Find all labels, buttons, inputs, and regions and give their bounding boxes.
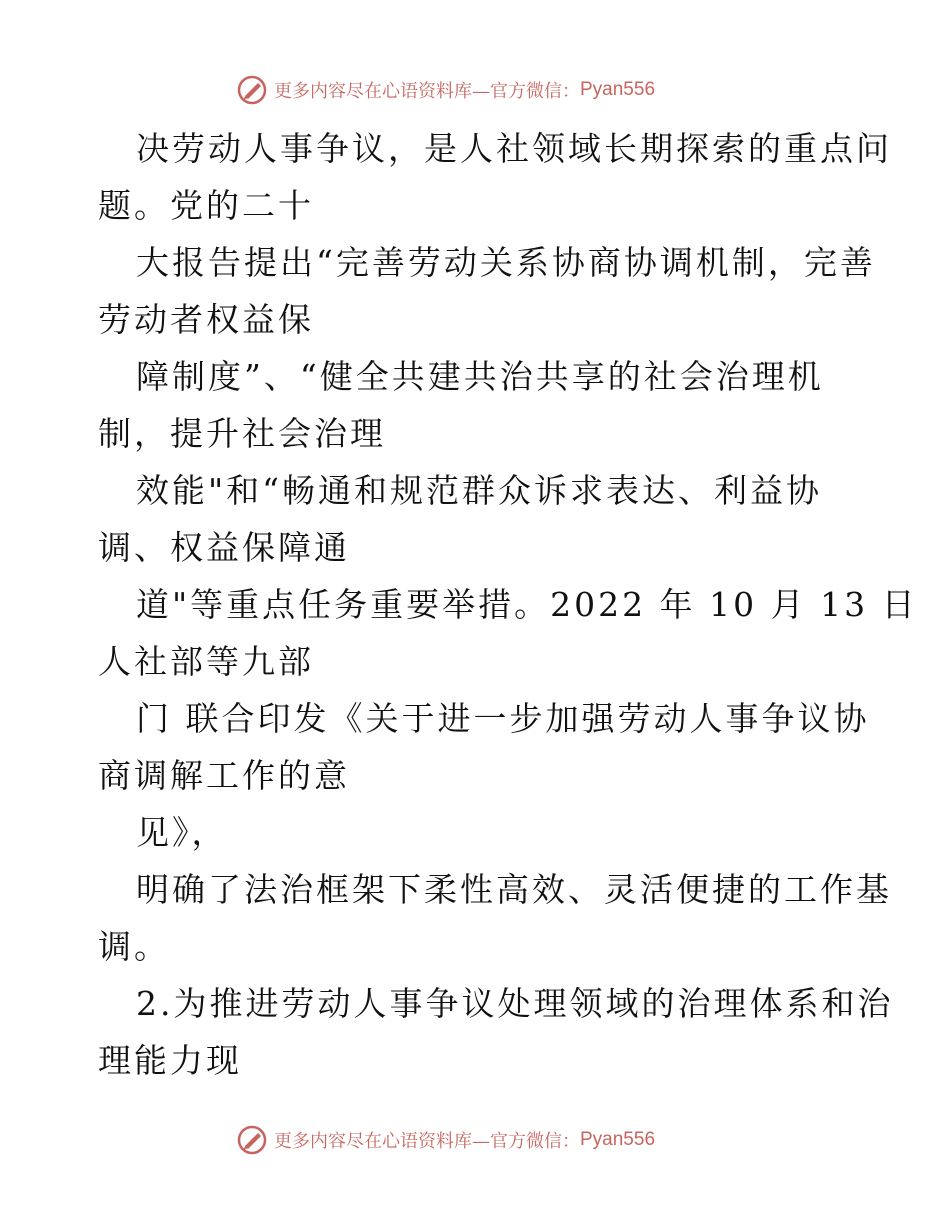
- paragraph: [98, 861, 892, 975]
- pen-seal-icon: [236, 1124, 268, 1156]
- paragraph-continuation: 理能力现: [98, 1041, 242, 1080]
- paragraph: [98, 690, 870, 804]
- paragraph-line: 2.为推进劳动人事争议处理领域的治理体系和治: [136, 984, 894, 1023]
- paragraph-line: 道"等重点任务重要举措。2022 年 10 月 13 日: [136, 585, 918, 624]
- paragraph-line: 明确了法治框架下柔性高效、灵活便捷的工作基: [136, 870, 892, 909]
- paragraph-continuation: 调、权益保障通: [98, 528, 350, 567]
- paragraph-continuation: 劳动者权益保: [98, 300, 314, 339]
- paragraph: [98, 975, 894, 1089]
- paragraph-line: 大报告提出“完善劳动关系协商协调机制，完善: [136, 243, 876, 282]
- watermark-wechat-id: Pyan556: [580, 1129, 656, 1150]
- paragraph: [98, 120, 892, 234]
- watermark-text: 更多内容尽在心语资料库—官方微信：: [274, 81, 580, 102]
- paragraph-continuation: 制，提升社会治理: [98, 414, 386, 453]
- paragraph: [98, 804, 858, 861]
- paragraph-continuation: 题。党的二十: [98, 186, 314, 225]
- paragraph: [98, 234, 876, 348]
- paragraph: [98, 462, 858, 576]
- paragraph: [98, 576, 918, 690]
- paragraph-continuation: 商调解工作的意: [98, 756, 350, 795]
- paragraph-line: 见》，: [136, 813, 228, 852]
- pen-seal-icon: [236, 74, 268, 106]
- paragraph-line: 门 联合印发《关于进一步加强劳动人事争议协: [136, 699, 870, 738]
- header-watermark: [236, 73, 655, 107]
- footer-watermark: [236, 1123, 655, 1157]
- watermark-wechat-id: Pyan556: [580, 79, 656, 100]
- paragraph: [98, 348, 858, 462]
- paragraph-line: 障制度”、“健全共建共治共享的社会治理机: [136, 357, 824, 396]
- paragraph-line: 效能"和“畅通和规范群众诉求表达、利益协: [136, 471, 823, 510]
- document-body: [98, 120, 918, 1089]
- paragraph-line: 决劳动人事争议，是人社领域长期探索的重点问: [136, 129, 892, 168]
- watermark-text: 更多内容尽在心语资料库—官方微信：: [274, 1131, 580, 1152]
- paragraph-continuation: 人社部等九部: [98, 642, 314, 681]
- paragraph-continuation: 调。: [98, 927, 170, 966]
